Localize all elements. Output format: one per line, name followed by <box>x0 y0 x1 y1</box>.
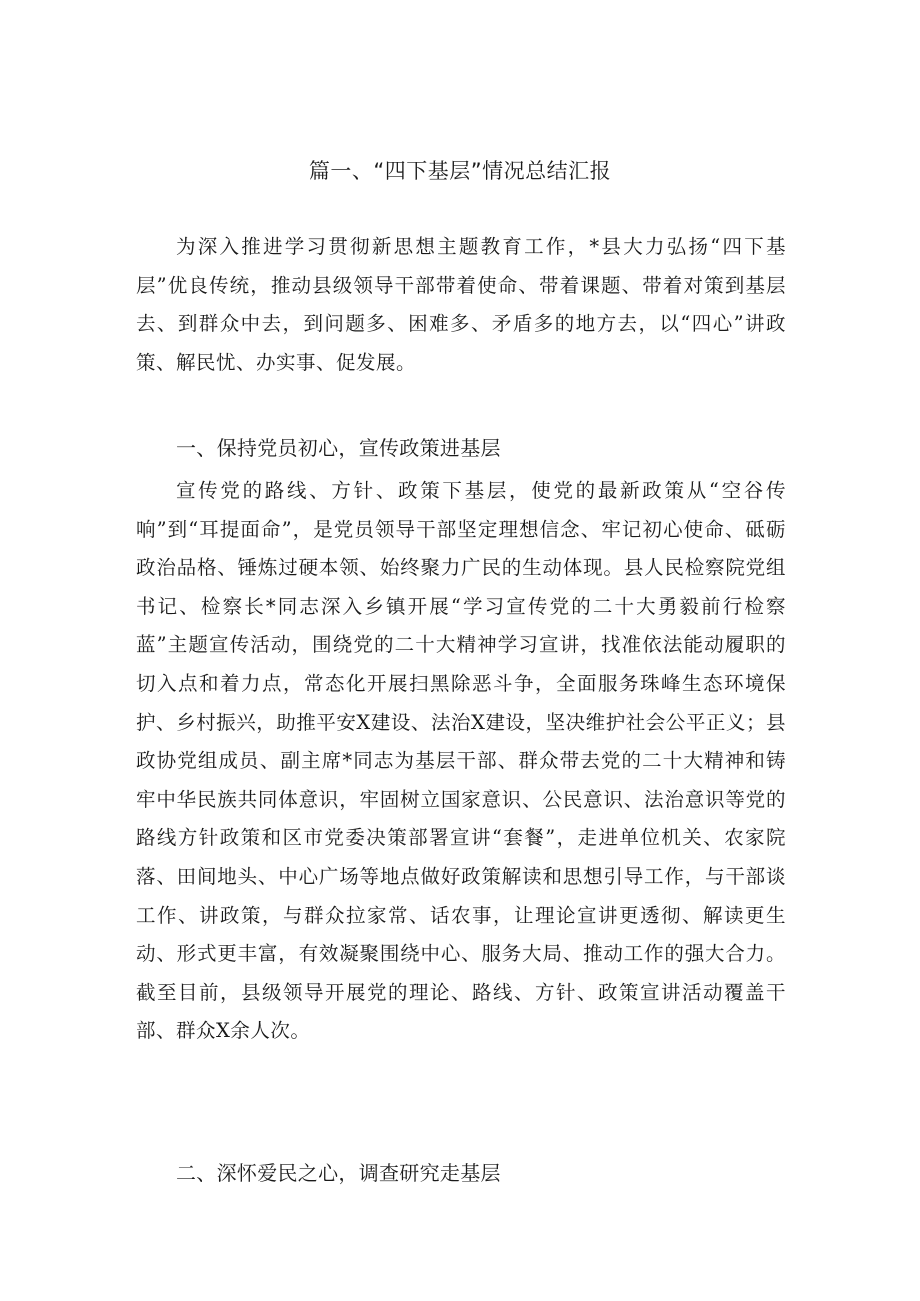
section-heading-1: 一、保持党员初心，宣传政策进基层 <box>176 436 501 460</box>
section-paragraph-1: 宣传党的路线、方针、政策下基层，使党的最新政策从“空谷传响”到“耳提面命”，是党员领导干部坚定理想信念、牢记初心使命、砥砺政治品格、锤炼过硬本领、始终聚力广民的生动体现。县人民检察院党组书记、检察长*同志深入乡镇开展“学习宣传党的二十大勇毅前行检察蓝”主题宣传活动，围绕党的二十大精神学习宣讲，找准依法能动履职的切入点和着力点，常态化开展扫黑除恶斗争，全面服务珠峰生态环境保护、乡村振兴，助推平安X建设、法治X建设，坚决维护社会公平正义；县政协党组成员、副主席*同志为基层干部、群众带去党的二十大精神和铸牢中华民族共同体意识，牢固树立国家意识、公民意识、法治意识等党的路线方针政策和区市党委决策部署宣讲“套餐”，走进单位机关、农家院落、田间地头、中心广场等地点做好政策解读和思想引导工作，与干部谈工作、讲政策，与群众拉家常、话农事，让理论宣讲更透彻、解读更生动、形式更丰富，有效凝聚围绕中心、服务大局、推动工作的强大合力。截至目前，县级领导开展党的理论、路线、方针、政策宣讲活动覆盖干部、群众X余人次。 <box>136 479 786 1043</box>
intro-paragraph: 为深入推进学习贯彻新思想主题教育工作，*县大力弘扬“四下基层”优良传统，推动县级领导干部带着使命、带着课题、带着对策到基层去、到群众中去，到问题多、困难多、矛盾多的地方去，以“四心”讲政策、解民忧、办实事、促发展。 <box>136 235 786 374</box>
document-title: 篇一、“四下基层”情况总结汇报 <box>308 159 612 183</box>
section-heading-2: 二、深怀爱民之心，调查研究走基层 <box>176 1161 501 1185</box>
